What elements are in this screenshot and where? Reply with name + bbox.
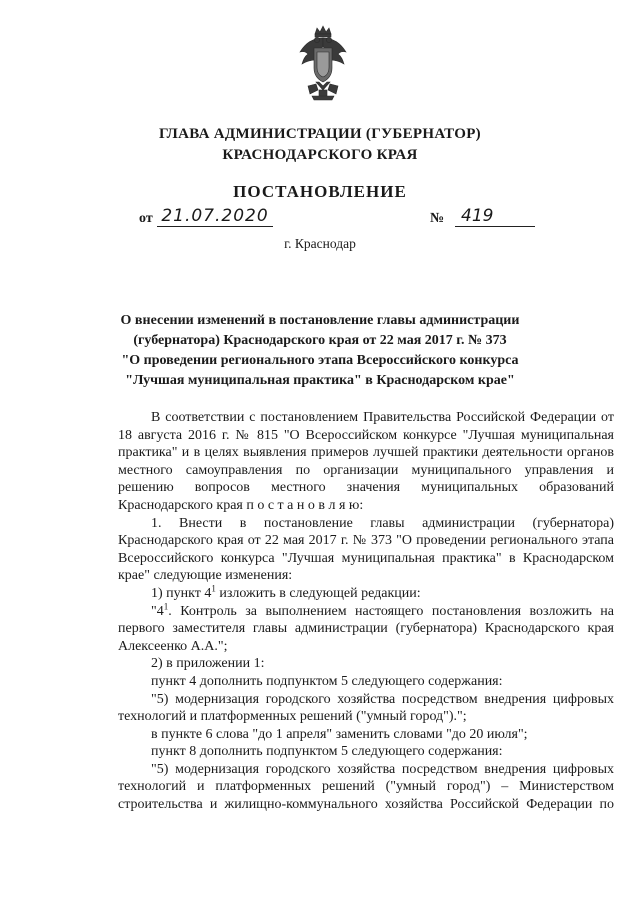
text-span: изложить в следующей редакции: — [215, 585, 421, 601]
date-value: 21.07.2020 — [157, 206, 273, 227]
title-line: "Лучшая муниципальная практика" в Краснодарском крае" — [125, 373, 515, 388]
paragraph-quoted-5-continued: "5) модернизация городского хозяйства посредством внедрения цифровых технологий и платформенных решений ("умный город") – Министерством строительства и жилищно-коммунального хозяйства Российской Федерации по — [118, 761, 614, 813]
paragraph-subitem-1 — [118, 585, 614, 603]
title-line: О внесении изменений в постановление главы администрации — [120, 313, 520, 328]
date-label: от — [139, 211, 153, 226]
superscript: 1 — [211, 583, 216, 594]
authority-title-line1: ГЛАВА АДМИНИСТРАЦИИ (ГУБЕРНАТОР) — [159, 126, 481, 142]
number-value: 419 — [455, 206, 535, 227]
paragraph-point-8: пункт 8 дополнить подпунктом 5 следующего содержания: — [151, 744, 503, 760]
authority-title-line2: КРАСНОДАРСКОГО КРАЯ — [222, 147, 418, 163]
paragraph-item-1: 1. Внести в постановление главы администрации (губернатора) Краснодарского края от 22 мая 2017 г. № 373 "О проведении регионального этапа Всероссийского конкурса "Лучшая муниципальная практика" в Краснодарском крае" следующие изменения: — [118, 515, 614, 584]
text-span: . Контроль за выполнением настоящего постановления возложить на первого заместителя главы администрации (губернатора) Краснодарского края Алексеенко А.А."; — [118, 603, 614, 654]
paragraph-point-6: в пункте 6 слова "до 1 апреля" заменить словами "до 20 июля"; — [151, 726, 528, 742]
title-line: "О проведении регионального этапа Всероссийского конкурса — [121, 353, 519, 368]
paragraph-quoted-5: "5) модернизация городского хозяйства посредством внедрения цифровых технологий и платформенных решений ("умный город")."; — [118, 691, 614, 725]
paragraph-quoted-4-1 — [118, 600, 614, 656]
city: г. Краснодар — [284, 236, 356, 251]
paragraph-point-4: пункт 4 дополнить подпунктом 5 следующего содержания: — [151, 673, 503, 689]
document-type: ПОСТАНОВЛЕНИЕ — [233, 182, 407, 201]
paragraph-subitem-2: 2) в приложении 1: — [151, 656, 265, 672]
superscript: 1 — [163, 600, 169, 611]
paragraph-preamble: В соответствии с постановлением Правительства Российской Федерации от 18 августа 2016 г. № 815 "О Всероссийском конкурсе "Лучшая муниципальная практика" и в целях выявления примеров лучшей практики деятельности органов местного самоуправления по организации муниципального управления и решению вопросов местного значения муниципальных образований Краснодарского края п о с т а н о в л я ю: — [118, 410, 614, 513]
text-span: "4 — [151, 603, 164, 619]
text-span: 1) пункт 4 — [151, 585, 212, 601]
document-body — [118, 409, 614, 814]
document-title — [0, 311, 640, 391]
number-label: № — [430, 211, 445, 226]
coat-of-arms-emblem — [296, 24, 350, 104]
title-line: (губернатора) Краснодарского края от 22 мая 2017 г. № 373 — [133, 333, 507, 348]
